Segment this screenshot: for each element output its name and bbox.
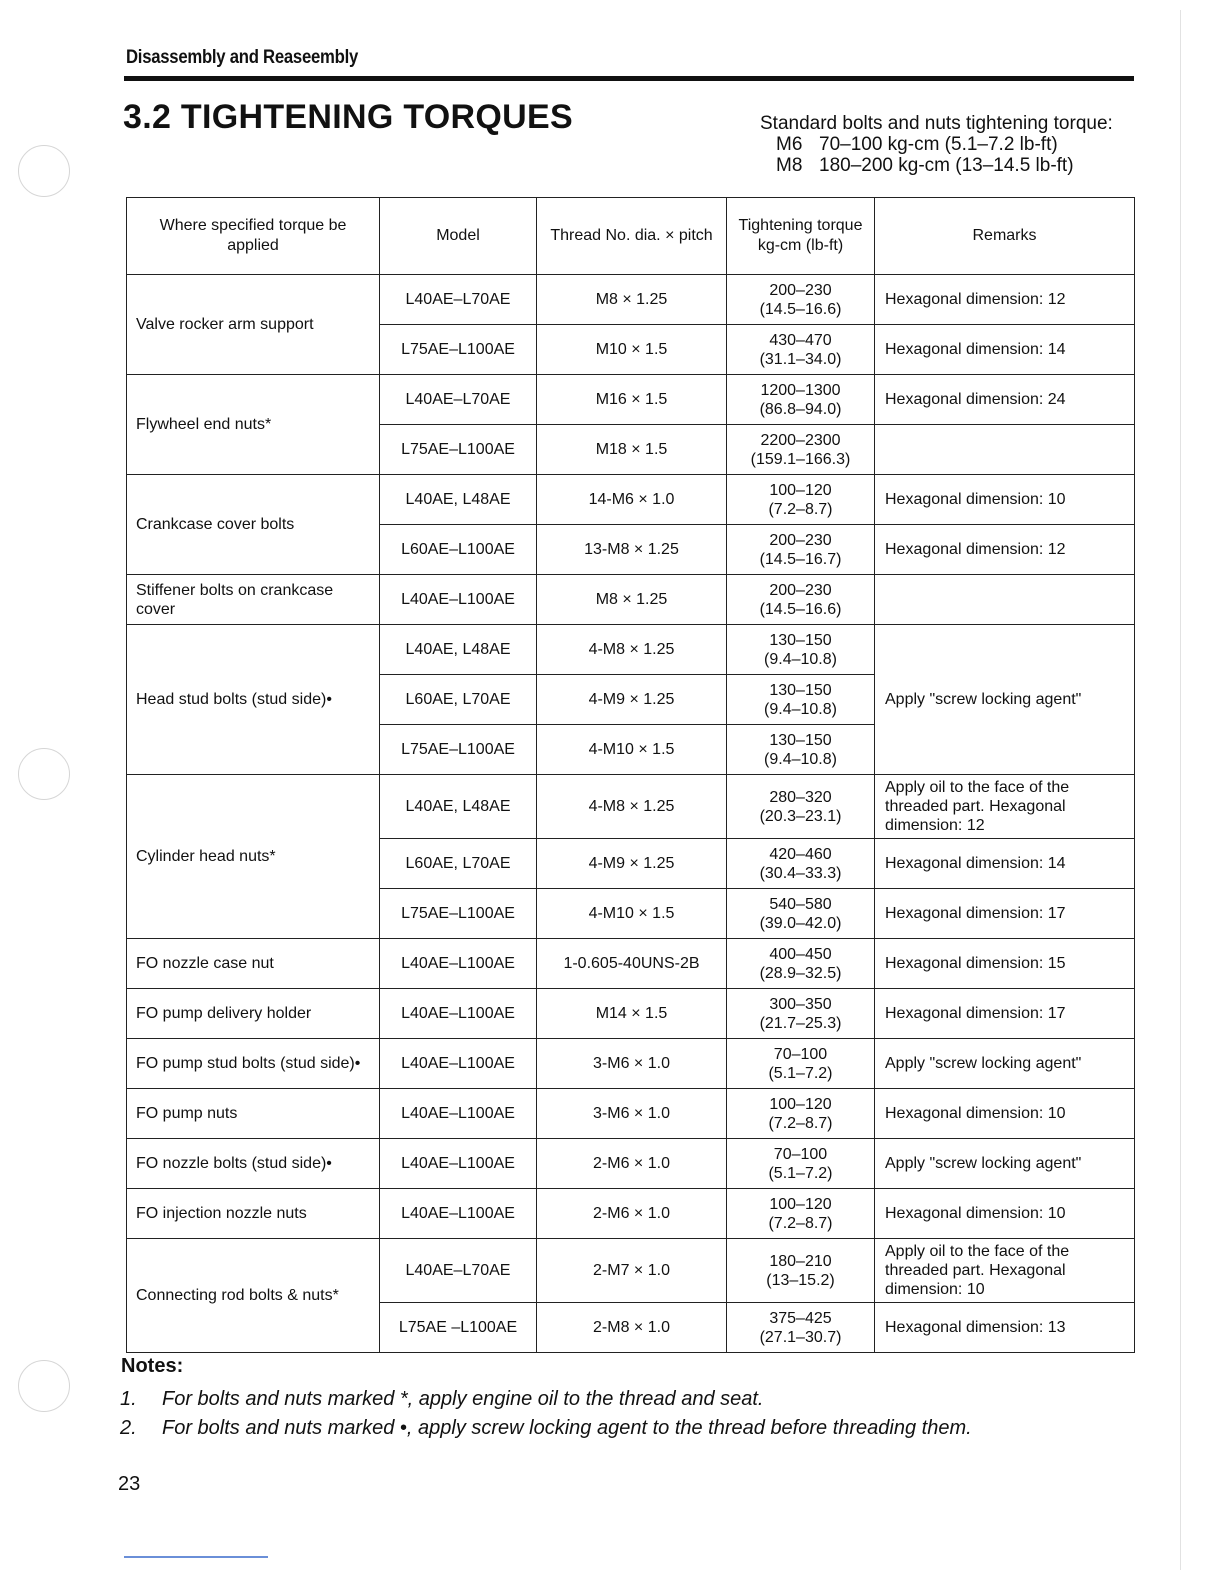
section-title: 3.2 TIGHTENING TORQUES (123, 98, 573, 136)
model-cell: L60AE, L70AE (380, 675, 537, 725)
torque-cell (727, 939, 875, 989)
location-cell: FO nozzle bolts (stud side)• (127, 1139, 380, 1189)
torque-kgcm: 300–350 (769, 995, 832, 1013)
model-cell: L75AE–L100AE (380, 325, 537, 375)
thread-cell: 2-M8 × 1.0 (537, 1303, 727, 1353)
model-cell: L75AE–L100AE (380, 889, 537, 939)
torque-kgcm: 430–470 (769, 331, 832, 349)
torque-value: 180–200 kg-cm (13–14.5 lb-ft) (819, 155, 1074, 176)
torque-lbft: (14.5–16.6) (759, 600, 842, 618)
torque-kgcm: 70–100 (773, 1145, 828, 1163)
model-cell: L40AE–L100AE (380, 1189, 537, 1239)
thread-cell: 2-M6 × 1.0 (537, 1189, 727, 1239)
thread-cell: M18 × 1.5 (537, 425, 727, 475)
torque-cell (727, 575, 875, 625)
punch-hole-mark (18, 145, 70, 197)
remarks-cell: Hexagonal dimension: 17 (875, 989, 1135, 1039)
header-model: Model (380, 198, 537, 275)
remarks-cell: Apply oil to the face of the threaded part. Hexagonal dimension: 10 (875, 1239, 1135, 1303)
table-row (127, 275, 1135, 325)
remarks-cell: Hexagonal dimension: 14 (875, 839, 1135, 889)
torque-lbft: (21.7–25.3) (759, 1014, 842, 1032)
remarks-cell: Hexagonal dimension: 10 (875, 1089, 1135, 1139)
header-remarks: Remarks (875, 198, 1135, 275)
table-row (127, 475, 1135, 525)
note-item (120, 1388, 763, 1411)
location-cell: Connecting rod bolts & nuts* (127, 1239, 380, 1353)
torque-kgcm: 130–150 (769, 731, 832, 749)
thread-cell: 4-M10 × 1.5 (537, 725, 727, 775)
torque-cell (727, 275, 875, 325)
model-cell: L40AE, L48AE (380, 475, 537, 525)
torque-lbft: (27.1–30.7) (759, 1328, 842, 1346)
torque-kgcm: 130–150 (769, 681, 832, 699)
torque-lbft: (7.2–8.7) (768, 1214, 833, 1232)
standard-torque-line (760, 155, 1113, 176)
torque-kgcm: 280–320 (769, 788, 832, 806)
table-row (127, 989, 1135, 1039)
note-item (120, 1417, 972, 1440)
thread-cell: 14-M6 × 1.0 (537, 475, 727, 525)
torque-cell (727, 375, 875, 425)
torque-value: 70–100 kg-cm (5.1–7.2 lb-ft) (819, 134, 1058, 155)
location-cell: Head stud bolts (stud side)• (127, 625, 380, 775)
remarks-cell: Hexagonal dimension: 17 (875, 889, 1135, 939)
torque-kgcm: 400–450 (769, 945, 832, 963)
torque-lbft: (13–15.2) (766, 1271, 835, 1289)
standard-torque-block (760, 113, 1113, 176)
thread-cell: 2-M6 × 1.0 (537, 1139, 727, 1189)
location-cell: Crankcase cover bolts (127, 475, 380, 575)
model-cell: L40AE–L100AE (380, 1039, 537, 1089)
table-row (127, 1089, 1135, 1139)
torque-kgcm: 180–210 (769, 1252, 832, 1270)
torque-cell (727, 1039, 875, 1089)
remarks-cell: Hexagonal dimension: 10 (875, 1189, 1135, 1239)
table-row (127, 375, 1135, 425)
location-cell: FO pump nuts (127, 1089, 380, 1139)
model-cell: L40AE, L48AE (380, 625, 537, 675)
page-number: 23 (118, 1473, 141, 1495)
table-row (127, 939, 1135, 989)
remarks-cell: Hexagonal dimension: 12 (875, 275, 1135, 325)
table-row (127, 575, 1135, 625)
torque-kgcm: 2200–2300 (760, 431, 841, 449)
remarks-cell: Apply oil to the face of the threaded part. Hexagonal dimension: 12 (875, 775, 1135, 839)
model-cell: L40AE–L70AE (380, 375, 537, 425)
torque-cell (727, 1189, 875, 1239)
table-row (127, 1139, 1135, 1189)
thread-cell: 1-0.605-40UNS-2B (537, 939, 727, 989)
torque-cell (727, 475, 875, 525)
torque-lbft: (9.4–10.8) (764, 700, 837, 718)
table-header-row (127, 198, 1135, 275)
remarks-cell: Hexagonal dimension: 24 (875, 375, 1135, 425)
thread-cell: M8 × 1.25 (537, 575, 727, 625)
torque-lbft: (7.2–8.7) (768, 1114, 833, 1132)
torque-kgcm: 540–580 (769, 895, 832, 913)
torque-kgcm: 100–120 (769, 1095, 832, 1113)
table-row (127, 1239, 1135, 1303)
remarks-cell (875, 575, 1135, 625)
model-cell: L75AE–L100AE (380, 725, 537, 775)
location-cell: FO injection nozzle nuts (127, 1189, 380, 1239)
thread-cell: M16 × 1.5 (537, 375, 727, 425)
torque-lbft: (30.4–33.3) (759, 864, 842, 882)
footer-link-line (124, 1556, 268, 1558)
thread-cell: 4-M8 × 1.25 (537, 625, 727, 675)
thread-cell: 4-M9 × 1.25 (537, 839, 727, 889)
thread-cell: 3-M6 × 1.0 (537, 1089, 727, 1139)
model-cell: L40AE–L100AE (380, 1139, 537, 1189)
torque-cell (727, 1303, 875, 1353)
torque-lbft: (7.2–8.7) (768, 500, 833, 518)
standard-torque-line (760, 134, 1113, 155)
location-cell: Valve rocker arm support (127, 275, 380, 375)
location-cell: Cylinder head nuts* (127, 775, 380, 939)
remarks-cell: Apply "screw locking agent" (875, 1039, 1135, 1089)
model-cell: L40AE–L100AE (380, 1089, 537, 1139)
location-cell: FO pump stud bolts (stud side)• (127, 1039, 380, 1089)
torque-kgcm: 130–150 (769, 631, 832, 649)
table-row (127, 1189, 1135, 1239)
torque-kgcm: 200–230 (769, 281, 832, 299)
remarks-cell: Hexagonal dimension: 13 (875, 1303, 1135, 1353)
torque-table (126, 197, 1135, 1353)
torque-kgcm: 200–230 (769, 531, 832, 549)
model-cell: L60AE–L100AE (380, 525, 537, 575)
model-cell: L40AE–L100AE (380, 989, 537, 1039)
standard-torque-heading: Standard bolts and nuts tightening torque: (760, 113, 1113, 134)
torque-lbft: (5.1–7.2) (768, 1164, 833, 1182)
model-cell: L40AE–L100AE (380, 939, 537, 989)
torque-lbft: (86.8–94.0) (759, 400, 842, 418)
torque-lbft: (14.5–16.7) (759, 550, 842, 568)
remarks-cell: Apply "screw locking agent" (875, 1139, 1135, 1189)
thread-cell: 3-M6 × 1.0 (537, 1039, 727, 1089)
model-cell: L60AE, L70AE (380, 839, 537, 889)
header-rule (124, 76, 1134, 81)
header-torque: Tightening torque kg-cm (lb-ft) (727, 198, 875, 275)
model-cell: L40AE–L70AE (380, 1239, 537, 1303)
header-location: Where specified torque be applied (127, 198, 380, 275)
remarks-cell: Hexagonal dimension: 14 (875, 325, 1135, 375)
model-cell: L40AE, L48AE (380, 775, 537, 839)
torque-lbft: (159.1–166.3) (750, 450, 851, 468)
torque-kgcm: 1200–1300 (760, 381, 841, 399)
torque-lbft: (9.4–10.8) (764, 750, 837, 768)
thread-cell: M10 × 1.5 (537, 325, 727, 375)
thread-cell: M14 × 1.5 (537, 989, 727, 1039)
torque-cell (727, 1139, 875, 1189)
model-cell: L75AE–L100AE (380, 425, 537, 475)
thread-cell: 4-M9 × 1.25 (537, 675, 727, 725)
model-cell: L40AE–L100AE (380, 575, 537, 625)
table-row (127, 1039, 1135, 1089)
note-number: 2. (120, 1417, 137, 1439)
torque-cell (727, 775, 875, 839)
model-cell: L40AE–L70AE (380, 275, 537, 325)
torque-kgcm: 375–425 (769, 1309, 832, 1327)
table-row (127, 625, 1135, 675)
location-cell: Stiffener bolts on crankcase cover (127, 575, 380, 625)
location-cell: FO pump delivery holder (127, 989, 380, 1039)
running-header: Disassembly and Reaseembly (126, 47, 358, 68)
thread-cell: 4-M10 × 1.5 (537, 889, 727, 939)
thread-cell: 13-M8 × 1.25 (537, 525, 727, 575)
bolt-size: M6 (776, 134, 803, 155)
torque-cell (727, 325, 875, 375)
torque-cell (727, 525, 875, 575)
note-text: For bolts and nuts marked *, apply engine oil to the thread and seat. (162, 1388, 764, 1410)
torque-lbft: (5.1–7.2) (768, 1064, 833, 1082)
torque-kgcm: 100–120 (769, 481, 832, 499)
thread-cell: M8 × 1.25 (537, 275, 727, 325)
punch-hole-mark (18, 748, 70, 800)
remarks-cell: Hexagonal dimension: 10 (875, 475, 1135, 525)
torque-cell (727, 1089, 875, 1139)
punch-hole-mark (18, 1360, 70, 1412)
table-row (127, 775, 1135, 839)
torque-lbft: (9.4–10.8) (764, 650, 837, 668)
torque-cell (727, 839, 875, 889)
remarks-cell: Apply "screw locking agent" (875, 625, 1135, 775)
model-cell: L75AE –L100AE (380, 1303, 537, 1353)
torque-kgcm: 100–120 (769, 1195, 832, 1213)
remarks-cell: Hexagonal dimension: 12 (875, 525, 1135, 575)
torque-kgcm: 420–460 (769, 845, 832, 863)
note-number: 1. (120, 1388, 137, 1410)
remarks-cell: Hexagonal dimension: 15 (875, 939, 1135, 989)
torque-cell (727, 1239, 875, 1303)
torque-kgcm: 200–230 (769, 581, 832, 599)
location-cell: Flywheel end nuts* (127, 375, 380, 475)
thread-cell: 4-M8 × 1.25 (537, 775, 727, 839)
torque-cell (727, 675, 875, 725)
thread-cell: 2-M7 × 1.0 (537, 1239, 727, 1303)
torque-lbft: (28.9–32.5) (759, 964, 842, 982)
torque-cell (727, 625, 875, 675)
bolt-size: M8 (776, 155, 803, 176)
torque-lbft: (20.3–23.1) (759, 807, 842, 825)
torque-kgcm: 70–100 (773, 1045, 828, 1063)
torque-cell (727, 425, 875, 475)
torque-lbft: (14.5–16.6) (759, 300, 842, 318)
torque-cell (727, 725, 875, 775)
torque-lbft: (31.1–34.0) (759, 350, 842, 368)
note-text: For bolts and nuts marked •, apply screw locking agent to the thread before threading them. (162, 1417, 972, 1439)
torque-lbft: (39.0–42.0) (759, 914, 842, 932)
page-edge-line (1180, 10, 1181, 1570)
notes-title: Notes: (121, 1355, 184, 1377)
torque-cell (727, 889, 875, 939)
location-cell: FO nozzle case nut (127, 939, 380, 989)
remarks-cell (875, 425, 1135, 475)
header-thread: Thread No. dia. × pitch (537, 198, 727, 275)
torque-cell (727, 989, 875, 1039)
